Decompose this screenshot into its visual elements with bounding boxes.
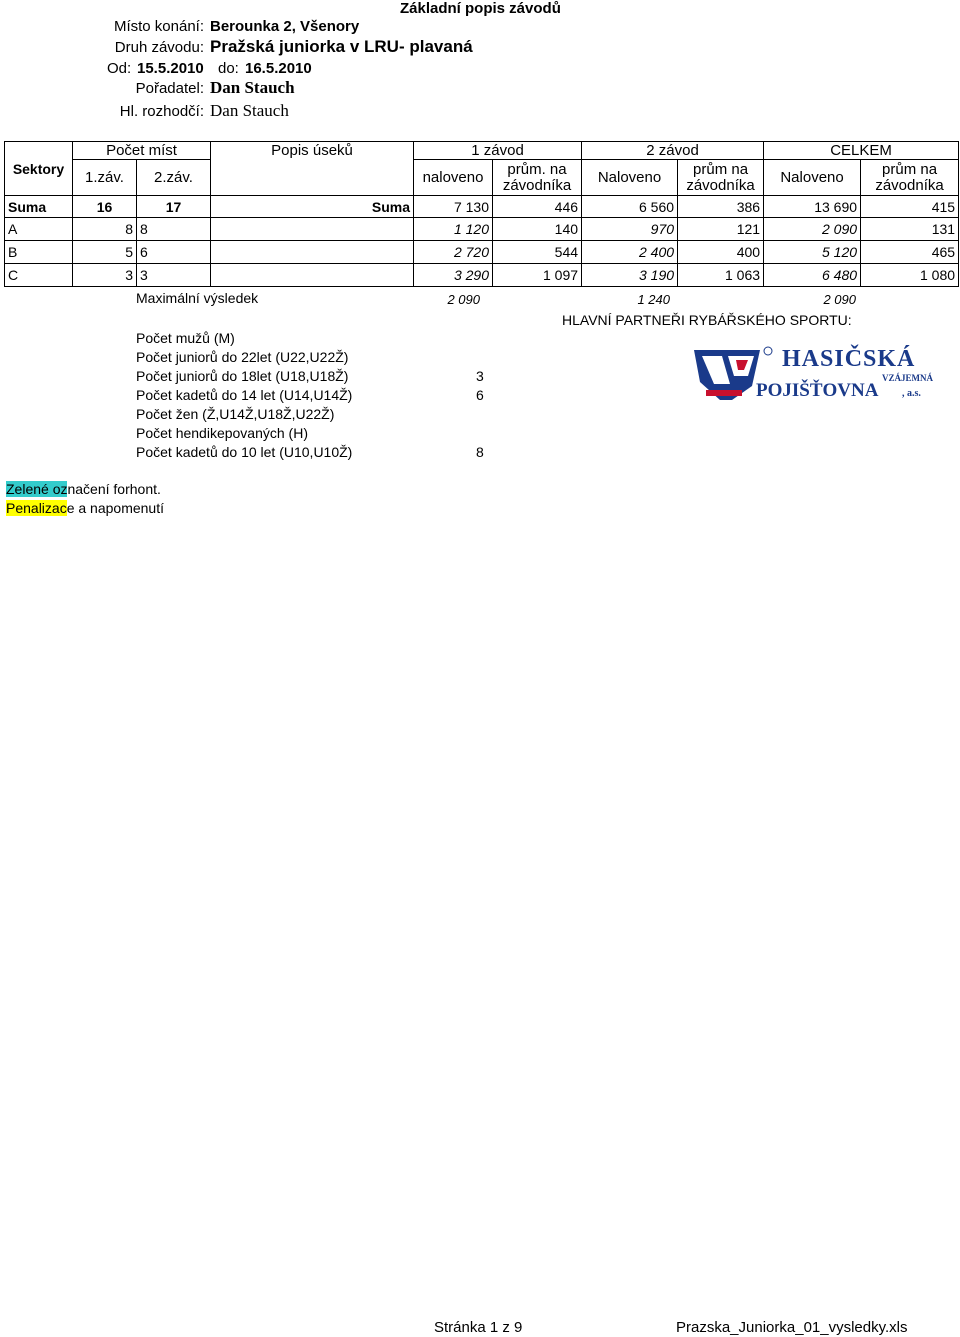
count-value-juniori-18: 3: [476, 368, 484, 384]
partners-label: HLAVNÍ PARTNEŘI RYBÁŘSKÉHO SPORTU:: [562, 312, 852, 328]
results-table: [4, 141, 959, 287]
sektor-cell: B: [5, 241, 73, 264]
max-value-1: 2 090: [447, 292, 480, 307]
naloveno-2-cell: 970: [582, 218, 678, 241]
logo-pojistovna: POJIŠŤOVNA: [756, 380, 879, 401]
mist-1-cell: 8: [73, 218, 137, 241]
suma-prum-2: 386: [678, 196, 764, 218]
prum-2-cell: 121: [678, 218, 764, 241]
mist-1-cell: 3: [73, 264, 137, 287]
naloveno-3-cell: 2 090: [764, 218, 861, 241]
suma-mist-1: 16: [73, 196, 137, 218]
naloveno-1-cell: 3 290: [414, 264, 493, 287]
logo-hasicska: HASIČSKÁ: [782, 346, 916, 372]
popis-cell: [211, 264, 414, 287]
naloveno-2-cell: 3 190: [582, 264, 678, 287]
count-label-hendikep: Počet hendikepovaných (H): [136, 425, 308, 441]
naloveno-1-cell: 1 120: [414, 218, 493, 241]
legend-green: [6, 481, 161, 497]
naloveno-2-cell: 2 400: [582, 241, 678, 264]
prum-3-cell: 1 080: [861, 264, 959, 287]
header-prum-2: prům na závodníka: [678, 160, 764, 196]
legend-yellow-swatch: Penalizac: [6, 500, 67, 516]
prum-3-cell: 131: [861, 218, 959, 241]
mist-2-cell: 8: [137, 218, 211, 241]
count-label-kadeti-10: Počet kadetů do 10 let (U10,U10Ž): [136, 444, 353, 460]
table-row: [5, 264, 959, 287]
suma-popis: Suma: [211, 196, 414, 218]
mist-2-cell: 6: [137, 241, 211, 264]
header-naloveno-3: Naloveno: [764, 160, 861, 196]
to-value: 16.5.2010: [245, 60, 312, 77]
suma-prum-1: 446: [493, 196, 582, 218]
sektor-cell: C: [5, 264, 73, 287]
naloveno-1-cell: 2 720: [414, 241, 493, 264]
page-number: Stránka 1 z 9: [434, 1319, 523, 1336]
judge-value: Dan Stauch: [210, 101, 289, 120]
type-label: Druh závodu:: [114, 39, 204, 56]
header-zav-2: 2.záv.: [137, 160, 211, 196]
file-name: Prazska_Juniorka_01_vysledky.xls: [676, 1319, 908, 1336]
to-label: do:: [218, 60, 239, 77]
suma-naloveno-2: 6 560: [582, 196, 678, 218]
count-value-hendikep: [476, 424, 484, 443]
max-value-3: 2 090: [823, 292, 856, 307]
prum-3-cell: 465: [861, 241, 959, 264]
counts-values: [476, 329, 484, 462]
count-label-juniori-22: Počet juniorů do 22let (U22,U22Ž): [136, 349, 349, 365]
header-sektory: Sektory: [5, 142, 73, 196]
count-value-kadeti-14: 6: [476, 387, 484, 403]
naloveno-3-cell: 5 120: [764, 241, 861, 264]
type-value: Pražská juniorka v LRU- plavaná: [210, 37, 473, 56]
prum-2-cell: 1 063: [678, 264, 764, 287]
header-prum-1: prům. na závodníka: [493, 160, 582, 196]
count-label-kadeti-14: Počet kadetů do 14 let (U14,U14Ž): [136, 387, 353, 403]
mist-1-cell: 5: [73, 241, 137, 264]
header-naloveno-1: naloveno: [414, 160, 493, 196]
popis-cell: [211, 241, 414, 264]
legend-green-text: načení forhont.: [67, 481, 161, 497]
count-value-muzi: [476, 329, 484, 348]
prum-1-cell: 140: [493, 218, 582, 241]
header-naloveno-2: Naloveno: [582, 160, 678, 196]
count-label-juniori-18: Počet juniorů do 18let (U18,U18Ž): [136, 368, 349, 384]
count-value-juniori-22: [476, 348, 484, 367]
suma-naloveno-3: 13 690: [764, 196, 861, 218]
max-value-2: 1 240: [637, 292, 670, 307]
popis-cell: [211, 218, 414, 241]
prum-1-cell: 544: [493, 241, 582, 264]
document-title: Základní popis závodů: [400, 0, 561, 17]
count-value-kadeti-10: 8: [476, 444, 484, 460]
table-row-suma: [5, 196, 959, 218]
venue-value: Berounka 2, Všenory: [210, 18, 360, 35]
judge-label: Hl. rozhodčí:: [119, 103, 204, 120]
table-row: [5, 241, 959, 264]
from-label: Od:: [107, 60, 132, 77]
suma-label: Suma: [5, 196, 73, 218]
legend-yellow: [6, 500, 164, 516]
legend-yellow-text: e a napomenutí: [66, 500, 164, 516]
header-pocet-mist: Počet míst: [73, 142, 211, 160]
venue-label: Místo konání:: [113, 18, 204, 35]
header-zavod-1: 1 závod: [414, 142, 582, 160]
prum-1-cell: 1 097: [493, 264, 582, 287]
header-zavod-2: 2 závod: [582, 142, 764, 160]
max-label: Maximální výsledek: [136, 290, 259, 306]
header-zav-1: 1.záv.: [73, 160, 137, 196]
naloveno-3-cell: 6 480: [764, 264, 861, 287]
header-celkem: CELKEM: [764, 142, 959, 160]
suma-mist-2: 17: [137, 196, 211, 218]
header-prum-3: prům na závodníka: [861, 160, 959, 196]
legend-green-swatch: Zelené oz: [6, 481, 68, 497]
mist-2-cell: 3: [137, 264, 211, 287]
sektor-cell: A: [5, 218, 73, 241]
counts-list: [136, 329, 352, 462]
hasicska-pojistovna-logo: [692, 346, 942, 404]
organizer-label: Pořadatel:: [135, 80, 204, 97]
suma-naloveno-1: 7 130: [414, 196, 493, 218]
organizer-value: Dan Stauch: [210, 78, 295, 97]
count-label-zeny: Počet žen (Ž,U14Ž,U18Ž,U22Ž): [136, 406, 335, 422]
count-value-zeny: [476, 405, 484, 424]
logo-vzajemna: VZÁJEMNÁ: [882, 373, 933, 383]
suma-prum-3: 415: [861, 196, 959, 218]
from-value: 15.5.2010: [137, 60, 204, 77]
table-row: [5, 218, 959, 241]
prum-2-cell: 400: [678, 241, 764, 264]
count-label-muzi: Počet mužů (M): [136, 330, 235, 346]
logo-as: , a.s.: [902, 388, 921, 399]
header-popis-useku: Popis úseků: [211, 142, 414, 196]
